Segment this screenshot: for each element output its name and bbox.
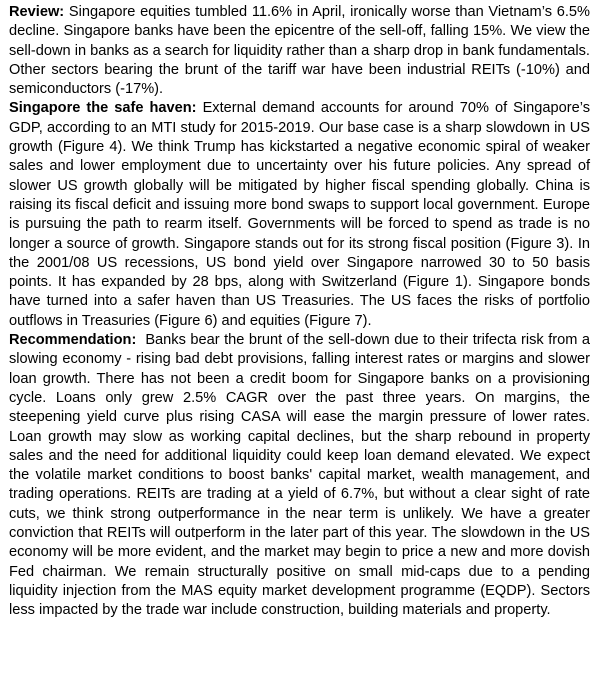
recommendation-heading: Recommendation: [9,332,137,349]
review-heading: Review: [9,4,65,20]
safe-haven-heading: Singapore the safe haven: [9,100,197,117]
review-paragraph [9,3,590,99]
safe-haven-paragraph [9,99,590,331]
recommendation-paragraph [9,331,590,620]
safe-haven-text: External demand accounts for around 70% of Singapore’s GDP, according to an MTI study for 2015-2019. Our base case is a sharp slowdown in US growth (Figure 4). We think Trump has kickstarted a negative economic spiral of weaker sales and lower employment due to uncertainty over his future policies. Any spread of slower US growth globally will be mitigated by higher fiscal spending globally. China is raising its fiscal deficit and issuing more bond swaps to support local government. Europe is pursuing the path to rearm itself. Governments will be forced to spend as trade is no longer a source of growth. Singapore stands out for its strong fiscal position (Figure 3). In the 2001/08 US recessions, US bond yield over Singapore narrowed 30 to 50 basis points. It has expanded by 28 bps, along with Switzerland (Figure 1). Singapore bonds have turned into a safer haven than US Treasuries. The US faces the risks of portfolio outflows in Treasuries (Figure 6) and equities (Figure 7). [9,100,590,329]
recommendation-text: Banks bear the brunt of the sell-down due to their trifecta risk from a slowing economy - rising bad debt provisions, falling interest rates or margins and slower loan growth. There has not been a credit boom for Singapore banks on a provisioning cycle. Loans only grew 2.5% CAGR over the past three years. On margins, the steepening yield curve plus rising CASA will ease the margin pressure of lower rates. Loan growth may slow as working capital declines, but the sharp rebound in property sales and the need for additional liquidity could keep loan demand elevated. We expect the volatile market conditions to boost banks' capital market, wealth management, and trading operations. REITs are trading at a yield of 6.7%, but without a clear sight of rate cuts, we think strong outperformance in the near term is unlikely. We have a greater conviction that REITs will outperform in the later part of this year. The slowdown in the US economy will be more evident, and the market may begin to price a new and more dovish Fed chairman. We remain structurally positive on small mid-caps due to a pending liquidity injection from the MAS equity market development programme (EQDP). Sectors less impacted by the trade war include construction, building materials and property. [9,332,591,619]
review-text: Singapore equities tumbled 11.6% in April, ironically worse than Vietnam’s 6.5% decline. Singapore banks have been the epicentre of the sell-off, falling 15%. We view the sell-down in banks as a search for liquidity rather than a sharp drop in bank fundamentals. Other sectors bearing the brunt of the tariff war have been industrial REITs (-10%) and semiconductors (-17%). [9,4,590,98]
